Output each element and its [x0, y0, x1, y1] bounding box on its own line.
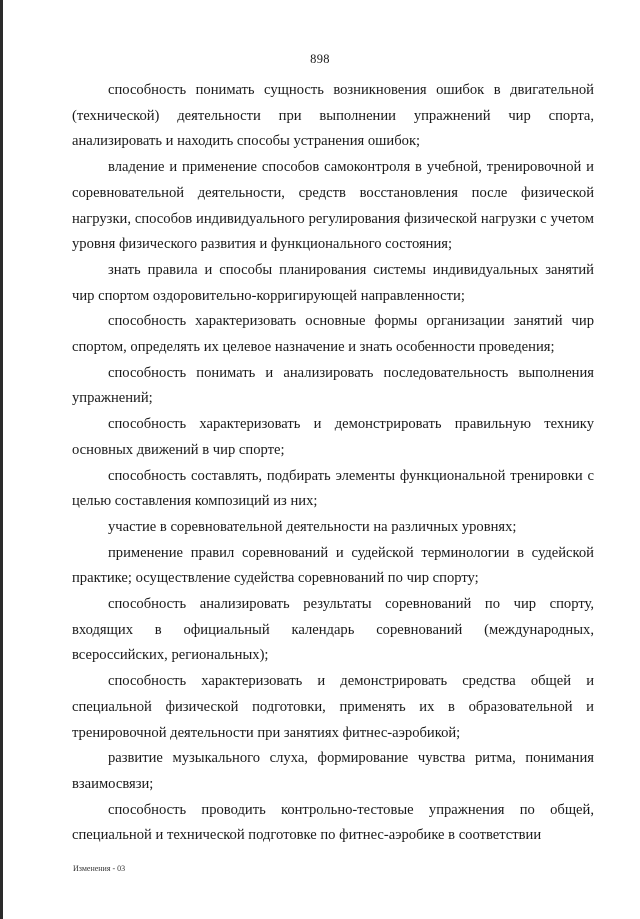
- paragraph: способность характеризовать и демонстрировать правильную технику основных движений в чир спорте;: [72, 416, 594, 458]
- paragraph: способность характеризовать и демонстрировать средства общей и специальной физической подготовки, применять их в образовательной и тренировочной деятельности при занятиях фитнес-аэробикой;: [72, 673, 594, 741]
- paragraph: способность характеризовать основные формы организации занятий чир спортом, определять их целевое назначение и знать особенности проведения;: [72, 313, 594, 356]
- paragraph: способность анализировать результаты соревнований по чир спорту, входящих в официальный календарь соревнований (международных, всероссийских, региональных);: [72, 596, 594, 664]
- paragraph: способность проводить контрольно-тестовые упражнения по общей, специальной и технической подготовке по фитнес-аэробике в соответствии: [72, 801, 594, 844]
- paragraph: применение правил соревнований и судейской терминологии в судейской практике; осуществление судейства соревнований по чир спорту;: [72, 544, 594, 587]
- paragraph: владение и применение способов самоконтроля в учебной, тренировочной и соревновательной деятельности, средств восстановления после физической нагрузки, способов индивидуального регулирования физической нагрузки с учетом уровня физического развития и функционального состояния;: [72, 159, 594, 253]
- page-number: 898: [310, 52, 330, 66]
- body-text: [72, 78, 594, 849]
- paragraph: развитие музыкального слуха, формирование чувства ритма, понимания взаимосвязи;: [72, 750, 594, 792]
- paragraph: знать правила и способы планирования системы индивидуальных занятий чир спортом оздоровительно-корригирующей направленности;: [72, 261, 594, 304]
- scan-edge: [0, 0, 3, 919]
- revision-note: Изменения - 03: [73, 864, 126, 873]
- paragraph: способность понимать и анализировать последовательность выполнения упражнений;: [72, 364, 594, 407]
- paragraph: участие в соревновательной деятельности на различных уровнях;: [108, 518, 517, 535]
- paragraph: способность составлять, подбирать элементы функциональной тренировки с целью составления композиций из них;: [72, 467, 594, 510]
- paragraph: способность понимать сущность возникновения ошибок в двигательной (технической) деятельности при выполнении упражнений чир спорта, анализировать и находить способы устранения ошибок;: [72, 82, 594, 150]
